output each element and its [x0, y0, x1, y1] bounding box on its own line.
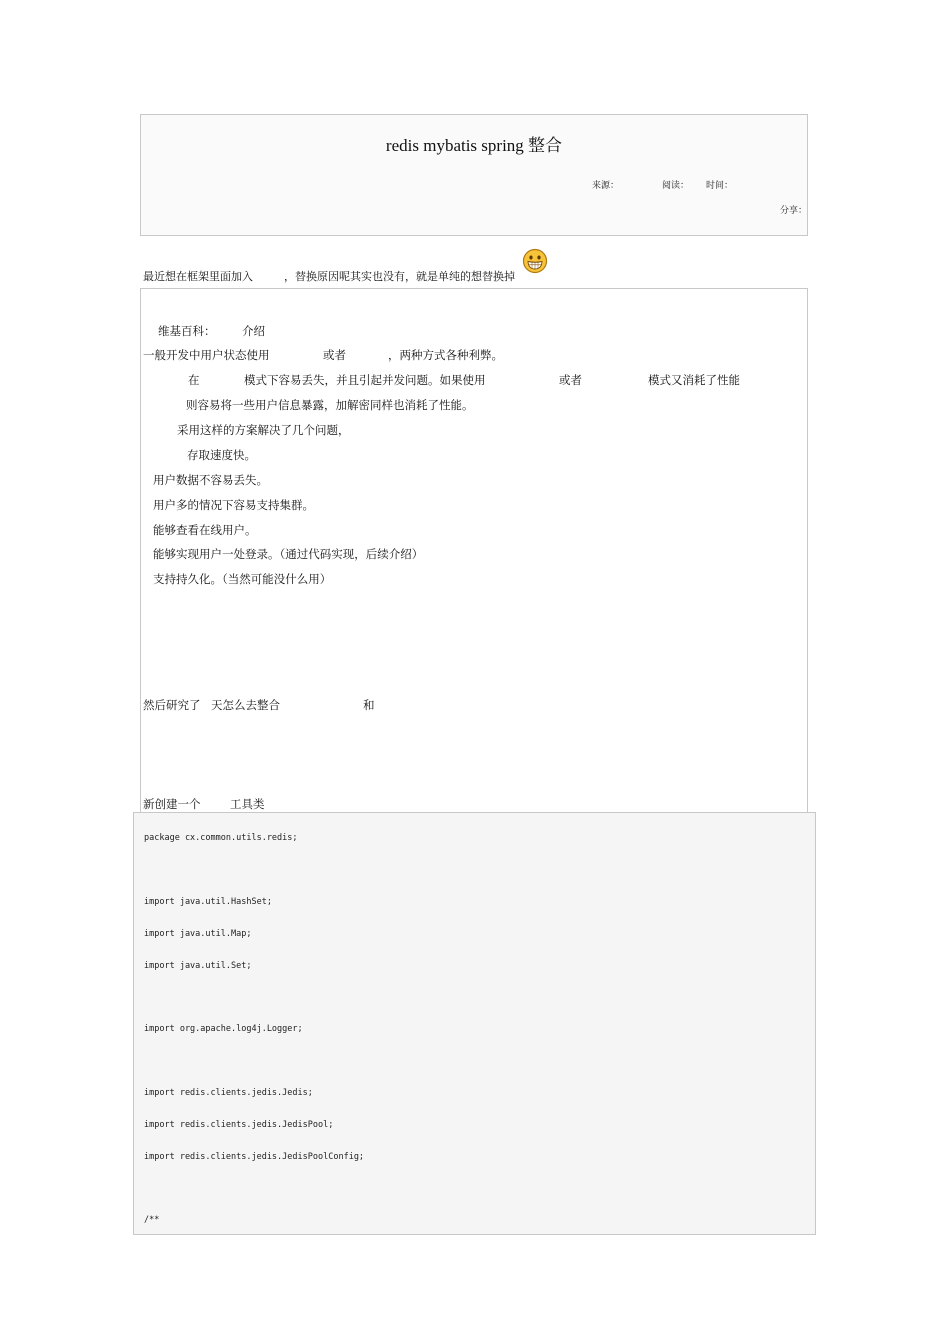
paragraph-line: 或者 — [559, 373, 582, 387]
list-item: 能够查看在线用户。 — [153, 523, 257, 537]
paragraph-line: 工具类 — [230, 797, 265, 811]
intro-text-start: 最近想在框架里面加入 — [143, 270, 253, 283]
code-line: import java.util.HashSet; — [144, 897, 272, 907]
list-item: 存取速度快。 — [187, 448, 256, 462]
paragraph-line: 和 — [363, 698, 375, 712]
page-title: redis mybatis spring 整合 — [385, 136, 563, 155]
code-line: import org.apache.log4j.Logger; — [144, 1024, 303, 1034]
code-block — [133, 812, 816, 1235]
code-line: import java.util.Set; — [144, 961, 252, 971]
paragraph-line: 然后研究了 — [143, 698, 201, 712]
paragraph-line: 一般开发中用户状态使用 — [143, 348, 270, 362]
list-item: 用户多的情况下容易支持集群。 — [153, 498, 314, 512]
wiki-intro: 介绍 — [242, 324, 265, 338]
share-label[interactable]: 分享： — [780, 206, 808, 216]
paragraph-line: 模式下容易丢失，并且引起并发问题。如果使用 — [244, 373, 486, 387]
paragraph-line: 新创建一个 — [143, 797, 201, 811]
paragraph-line: 在 — [188, 373, 200, 387]
code-line: import java.util.Map; — [144, 929, 252, 939]
paragraph-line: 采用这样的方案解决了几个问题， — [177, 423, 350, 437]
code-line: /** — [144, 1215, 160, 1225]
article-header — [140, 114, 808, 236]
paragraph-line: 则容易将一些用户信息暴露，加解密同样也消耗了性能。 — [186, 398, 474, 412]
code-line: package cx.common.utils.redis; — [144, 833, 298, 843]
list-item: 能够实现用户一处登录。（通过代码实现，后续介绍） — [153, 547, 424, 561]
code-line: import redis.clients.jedis.JedisPool; — [144, 1120, 334, 1130]
time-label: 时间： — [706, 181, 734, 191]
paragraph-line: 天怎么去整合 — [211, 698, 280, 712]
source-label: 来源： — [592, 181, 620, 191]
grinning-face-icon — [522, 248, 548, 274]
wiki-label: 维基百科： — [158, 324, 216, 338]
paragraph-line: ，两种方式各种利弊。 — [388, 348, 503, 362]
list-item: 用户数据不容易丢失。 — [153, 473, 268, 487]
read-count-label: 阅读： — [662, 181, 690, 191]
paragraph-line: 模式又消耗了性能 — [648, 373, 740, 387]
list-item: 支持持久化。（当然可能没什么用） — [153, 572, 332, 586]
code-line: import redis.clients.jedis.Jedis; — [144, 1088, 313, 1098]
paragraph-line: 或者 — [323, 348, 346, 362]
intro-text-end: ，替换原因呢其实也没有，就是单纯的想替换掉 — [284, 270, 515, 283]
code-line: import redis.clients.jedis.JedisPoolConfig; — [144, 1152, 365, 1162]
